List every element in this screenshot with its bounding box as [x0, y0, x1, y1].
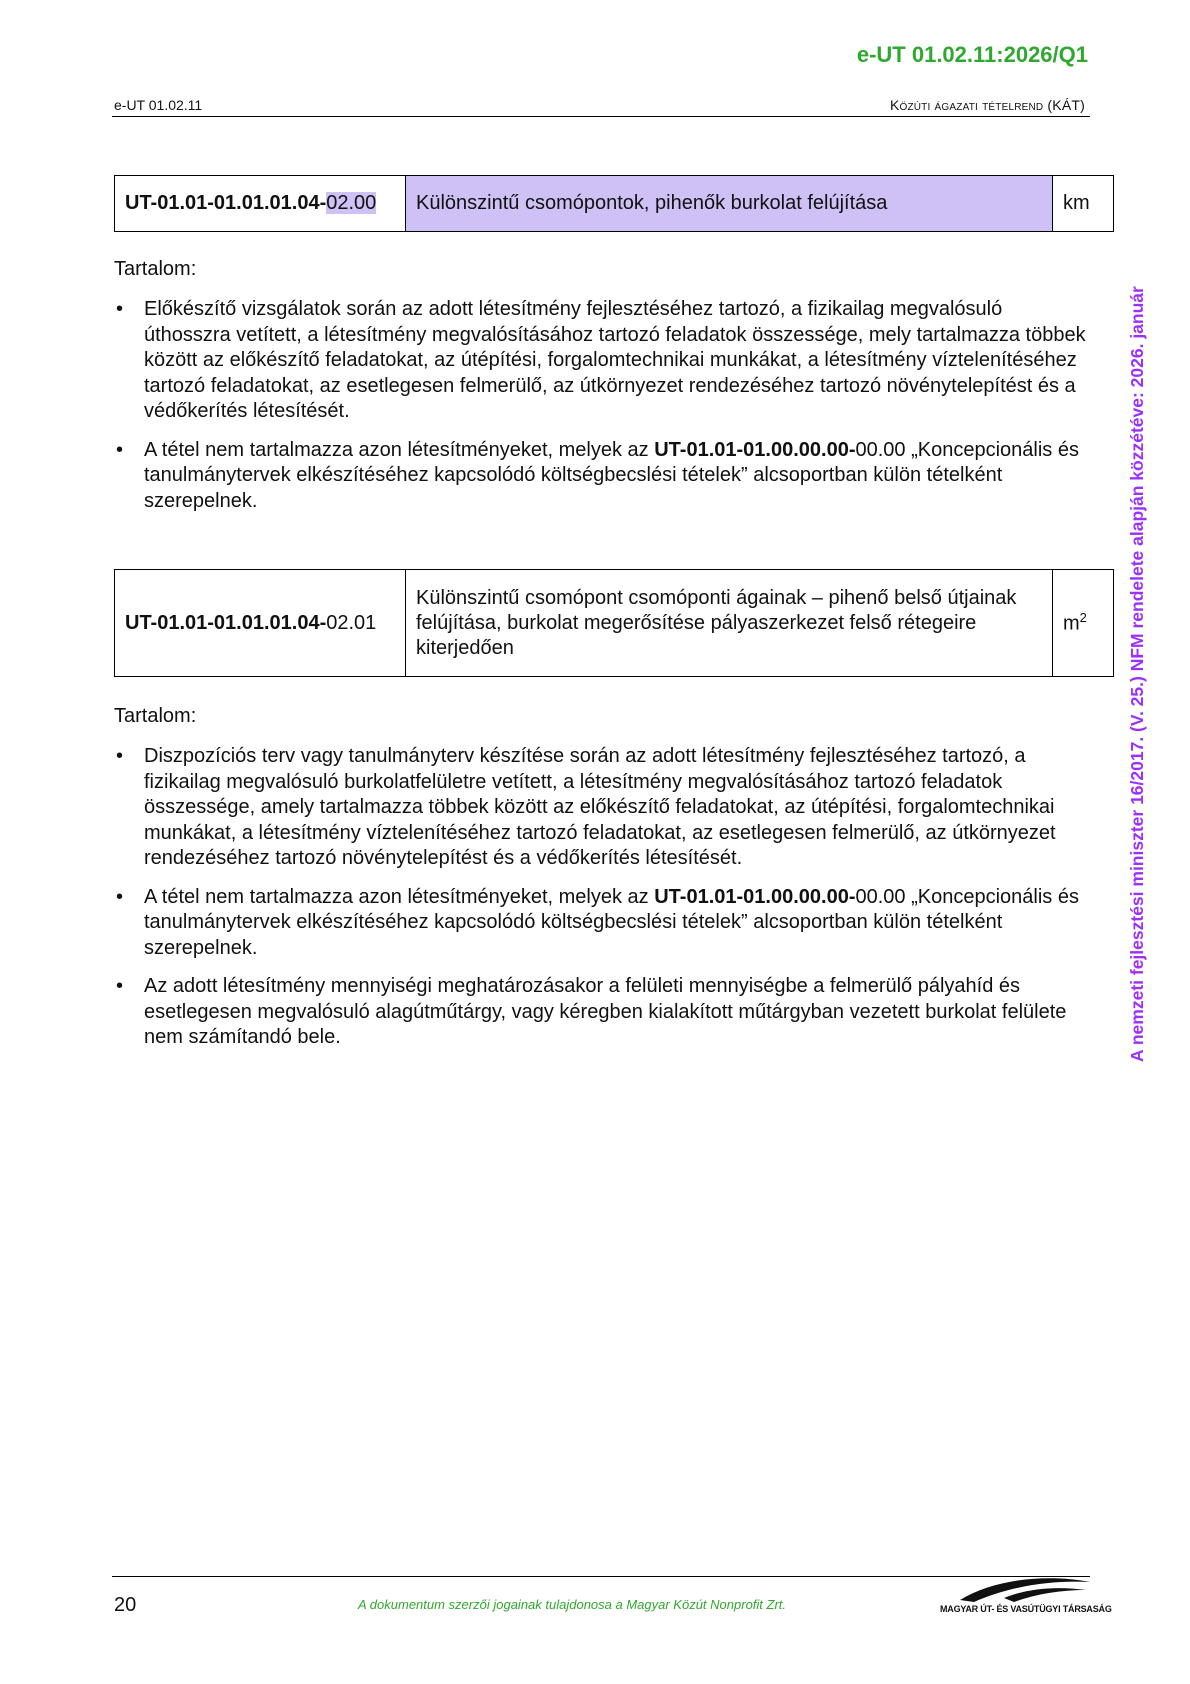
logo-swoosh-icon: [940, 1574, 1092, 1604]
item-table-1: [114, 175, 1114, 232]
list-item: • A tétel nem tartalmazza azon létesítményeket, melyek az UT-01.01-01.00.00.00-00.00 „Koncepcionális és tanulmánytervek elkészítéséhez kapcsolódó költségbecslési tételek” alcsoportban külön tételként szerepelnek.: [114, 885, 1094, 962]
item-code-main: UT-01.01-01.01.01.04-: [125, 192, 327, 214]
content-label: Tartalom:: [114, 705, 197, 727]
document-code: e-UT 01.02.11:2026/Q1: [856, 42, 1088, 67]
content-label: Tartalom:: [114, 258, 197, 280]
item-reference-code: UT-01.01-01.00.00.00-: [654, 438, 856, 461]
list-item: • Az adott létesítmény mennyiségi meghatározásakor a felületi mennyiségbe a felmerülő pályahíd és esetlegesen megvalósuló alagútműtárgy, vagy kéregben kialakított műtárgyban vezetett burkolat felülete nem számítandó bele.: [114, 974, 1094, 1051]
list-item: • A tétel nem tartalmazza azon létesítményeket, melyek az UT-01.01-01.00.00.00-00.00 „Koncepcionális és tanulmánytervek elkészítéséhez kapcsolódó költségbecslési tételek” alcsoportban külön tételként szerepelnek.: [114, 438, 1094, 515]
item-code: [115, 176, 406, 232]
list-item: • Diszpozíciós terv vagy tanulmányterv készítése során az adott létesítmény fejlesztéséhez tartozó, a fizikailag megvalósuló burkolatfelületre vetített, a létesítmény megvalósításához tartozó feladatok összessége, amely tartalmazza többek között az előkészítő feladatokat, az útépítési, forgalomtechnikai munkákat, a létesítmény víztelenítéséhez tartozó feladatokat, az esetlegesen felmerülő, az útkörnyezet rendezéséhez tartozó növénytelepítést és a védőkerítés létesítését.: [114, 744, 1094, 872]
list-item: • Előkészítő vizsgálatok során az adott létesítmény fejlesztéséhez tartozó, a fizikailag megvalósuló úthosszra vetített, a létesítmény megvalósításához tartozó feladatok összessége, mely tartalmazza többek között az előkészítő feladatokat, az útépítési, forgalomtechnikai munkákat, a létesítmény víztelenítéséhez tartozó feladatokat, az esetlegesen felmerülő, az útkörnyezet rendezéséhez tartozó növénytelepítést és a védőkerítés létesítését.: [114, 297, 1094, 425]
item-reference-code: UT-01.01-01.00.00.00-: [654, 885, 856, 908]
item-code: [115, 570, 406, 677]
item-code-main: UT-01.01-01.01.01.04-: [125, 611, 327, 634]
item-description: Különszintű csomópont csomóponti ágainak – pihenő belső útjainak felújítása, burkolat megerősítése pályaszerkezet felső rétegeire kiterjedően: [406, 570, 1053, 677]
copyright-notice: A dokumentum szerzői jogainak tulajdonosa a Magyar Közút Nonprofit Zrt.: [358, 1597, 787, 1612]
content-list-2: [114, 744, 1094, 1064]
company-logo: [940, 1574, 1112, 1618]
item-code-suffix: 02.01: [326, 611, 377, 634]
item-table-2: [114, 569, 1114, 677]
item-code-suffix: 02.00: [326, 192, 377, 214]
content-list-1: [114, 297, 1094, 527]
page-number: 20: [114, 1594, 137, 1616]
header-left-title: e-UT 01.02.11: [114, 97, 203, 113]
header-divider: [112, 116, 1090, 117]
side-publication-note: A nemzeti fejlesztési miniszter 16/2017. (V. 25.) NFM rendelete alapján közzétéve: 2026. január: [1127, 286, 1147, 1062]
item-unit: km: [1053, 176, 1114, 232]
item-unit: $m^2$: [1053, 570, 1114, 677]
logo-text: MAGYAR ÚT- ÉS VASÚTÜGYI TÁRSASÁG: [940, 1604, 1112, 1614]
header-right-title: Közúti ágazati tételrend (KÁT): [889, 97, 1085, 113]
item-description: Különszintű csomópontok, pihenők burkolat felújítása: [406, 176, 1053, 232]
